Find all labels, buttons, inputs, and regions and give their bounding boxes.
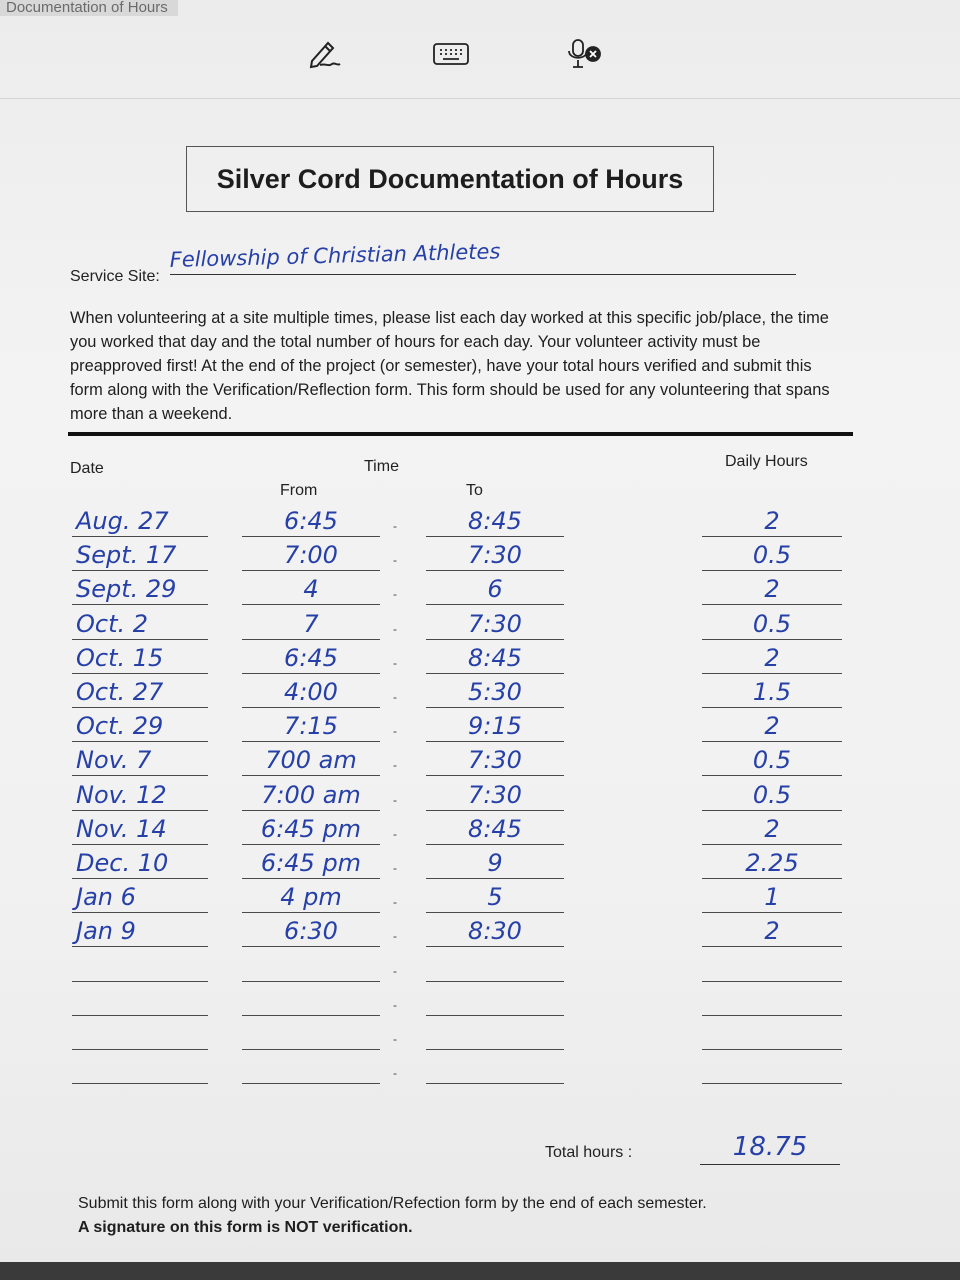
date-cell-value: Nov. 12 <box>76 780 167 809</box>
from-cell[interactable] <box>242 640 380 674</box>
keyboard-icon[interactable] <box>431 34 471 74</box>
from-cell[interactable] <box>242 811 380 845</box>
date-cell[interactable] <box>72 982 208 1016</box>
from-cell[interactable] <box>242 1050 380 1084</box>
table-row <box>0 948 960 982</box>
hours-cell[interactable] <box>702 503 842 537</box>
daily-hours-header: Daily Hours <box>725 453 808 470</box>
from-cell[interactable] <box>242 777 380 811</box>
to-cell-value: 5 <box>487 883 503 912</box>
date-cell-value: Jan 9 <box>76 917 136 946</box>
table-row <box>0 503 960 537</box>
footer-line-2 <box>78 1216 707 1240</box>
date-cell[interactable] <box>72 1016 208 1050</box>
hours-cell[interactable] <box>702 606 842 640</box>
to-cell-value: 8:45 <box>468 643 522 672</box>
time-range-dash: - <box>393 826 397 841</box>
time-range-dash: - <box>393 519 397 533</box>
from-header: From <box>280 482 318 499</box>
date-cell[interactable] <box>72 879 208 913</box>
hours-cell[interactable] <box>702 537 842 571</box>
time-range-dash: - <box>393 861 397 875</box>
hours-cell-value: 2 <box>764 643 780 672</box>
hours-cell[interactable] <box>702 777 842 811</box>
microphone-off-icon[interactable] <box>565 34 605 74</box>
from-cell-value: 4:00 <box>284 678 338 706</box>
from-cell-value: 7:00 <box>284 541 338 570</box>
time-range-dash: - <box>393 758 397 773</box>
date-cell[interactable] <box>72 948 208 982</box>
date-cell[interactable] <box>72 708 208 742</box>
total-hours-line <box>700 1164 840 1165</box>
service-site-value[interactable]: Fellowship of Christian Athletes <box>169 239 501 272</box>
hours-cell[interactable] <box>702 742 842 776</box>
from-cell[interactable] <box>242 879 380 913</box>
from-cell[interactable] <box>242 948 380 982</box>
to-cell[interactable] <box>426 1050 564 1084</box>
date-cell[interactable] <box>72 640 208 674</box>
date-cell[interactable] <box>72 845 208 879</box>
time-range-dash: - <box>393 1032 397 1046</box>
to-cell-value: 8:30 <box>468 917 522 946</box>
to-cell[interactable] <box>426 845 564 879</box>
from-cell[interactable] <box>242 503 380 537</box>
table-row <box>0 913 960 947</box>
hours-cell-value: 1 <box>764 883 780 912</box>
from-cell-value: 6:30 <box>284 917 338 946</box>
date-cell-value: Aug. 27 <box>76 507 169 535</box>
service-site-line <box>170 274 796 275</box>
to-cell[interactable] <box>426 777 564 811</box>
table-row <box>0 1050 960 1084</box>
hours-cell-value: 2 <box>764 814 780 843</box>
from-cell-value: 6:45 <box>284 507 338 535</box>
date-cell-value: Dec. 10 <box>76 849 169 877</box>
footer-note <box>78 1192 707 1240</box>
time-range-dash: - <box>393 553 397 568</box>
date-cell[interactable] <box>72 674 208 708</box>
service-site-label: Service Site: <box>70 268 160 285</box>
to-cell-value: 7:30 <box>468 746 522 775</box>
hours-cell-value: 0.5 <box>752 746 792 775</box>
hours-cell-value: 0.5 <box>752 541 792 570</box>
date-cell-value: Sept. 17 <box>76 541 177 570</box>
from-cell[interactable] <box>242 571 380 605</box>
toolbar <box>0 24 960 84</box>
table-row <box>0 742 960 776</box>
from-cell-value: 6:45 pm <box>260 814 362 843</box>
from-cell-value: 4 <box>303 575 319 604</box>
table-row <box>0 811 960 845</box>
date-cell[interactable] <box>72 1050 208 1084</box>
to-cell[interactable] <box>426 811 564 845</box>
to-cell[interactable] <box>426 537 564 571</box>
date-cell[interactable] <box>72 537 208 571</box>
hours-cell[interactable] <box>702 948 842 982</box>
date-cell-value: Oct. 27 <box>76 678 164 706</box>
from-cell[interactable] <box>242 1016 380 1050</box>
to-cell[interactable] <box>426 982 564 1016</box>
to-cell[interactable] <box>426 674 564 708</box>
time-range-dash: - <box>393 690 397 704</box>
form-title: Silver Cord Documentation of Hours <box>186 146 714 212</box>
date-cell[interactable] <box>72 503 208 537</box>
from-cell-value: 700 am <box>265 746 357 775</box>
hours-cell[interactable] <box>702 571 842 605</box>
table-row <box>0 879 960 913</box>
time-range-dash: - <box>393 655 397 670</box>
to-cell-value: 8:45 <box>468 814 522 843</box>
from-cell-value: 7:00 am <box>261 780 361 809</box>
from-cell[interactable] <box>242 674 380 708</box>
from-cell[interactable] <box>242 606 380 640</box>
date-cell[interactable] <box>72 606 208 640</box>
to-cell[interactable] <box>426 1016 564 1050</box>
table-row <box>0 674 960 708</box>
hours-cell[interactable] <box>702 913 842 947</box>
table-row <box>0 640 960 674</box>
hours-cell[interactable] <box>702 1050 842 1084</box>
to-cell[interactable] <box>426 503 564 537</box>
to-cell-value: 7:30 <box>468 609 522 638</box>
to-cell[interactable] <box>426 571 564 605</box>
from-cell[interactable] <box>242 708 380 742</box>
hours-cell[interactable] <box>702 811 842 845</box>
date-cell[interactable] <box>72 811 208 845</box>
hours-cell-value: 2.25 <box>745 849 799 877</box>
to-cell-value: 5:30 <box>468 678 522 706</box>
to-cell-value: 7:30 <box>468 780 522 809</box>
hours-cell-value: 2 <box>764 575 780 604</box>
time-range-dash: - <box>393 997 397 1012</box>
from-cell[interactable] <box>242 742 380 776</box>
time-header: Time <box>364 458 399 475</box>
date-cell[interactable] <box>72 742 208 776</box>
hours-cell[interactable] <box>702 640 842 674</box>
from-cell[interactable] <box>242 537 380 571</box>
to-cell-value: 8:45 <box>468 507 522 535</box>
from-cell[interactable] <box>242 913 380 947</box>
table-row <box>0 708 960 742</box>
time-range-dash: - <box>393 895 397 910</box>
from-cell[interactable] <box>242 982 380 1016</box>
hours-cell-value: 2 <box>764 507 780 535</box>
time-range-dash: - <box>393 792 397 807</box>
table-row <box>0 606 960 640</box>
instructions-text: When volunteering at a site multiple times, please list each day worked at this specific job/place, the time you worked that day and the total number of hours for each day. Your volunteer activity must be preapproved first! At the end of the project (or semester), have your total hours verified and submit this form along with the Verification/Reflection form. This form should be used for any volunteering that spans more than a weekend. <box>70 309 830 423</box>
hours-cell[interactable] <box>702 879 842 913</box>
to-cell-value: 7:30 <box>468 541 522 570</box>
to-header: To <box>466 482 483 499</box>
hours-cell[interactable] <box>702 845 842 879</box>
total-hours-label: Total hours : <box>545 1144 633 1161</box>
to-cell[interactable] <box>426 742 564 776</box>
date-cell-value: Nov. 14 <box>76 814 167 843</box>
hours-cell-value: 2 <box>764 917 780 946</box>
table-row <box>0 1016 960 1050</box>
to-cell[interactable] <box>426 948 564 982</box>
hours-cell[interactable] <box>702 708 842 742</box>
from-cell-value: 6:45 pm <box>260 849 362 877</box>
hours-cell[interactable] <box>702 982 842 1016</box>
to-cell[interactable] <box>426 708 564 742</box>
date-cell-value: Oct. 15 <box>76 643 164 672</box>
date-cell-value: Oct. 29 <box>76 712 164 741</box>
hours-cell-value: 2 <box>764 712 780 741</box>
table-row <box>0 537 960 571</box>
time-range-dash: - <box>393 1066 397 1081</box>
time-range-dash: - <box>393 929 397 944</box>
date-cell[interactable] <box>72 913 208 947</box>
table-row <box>0 982 960 1016</box>
to-cell[interactable] <box>426 640 564 674</box>
hours-cell-value: 0.5 <box>752 780 792 809</box>
to-cell-value: 9:15 <box>468 712 522 741</box>
from-cell-value: 6:45 <box>284 643 338 672</box>
to-cell-value: 6 <box>487 575 503 604</box>
to-cell[interactable] <box>426 913 564 947</box>
hours-cell-value: 0.5 <box>752 609 792 638</box>
date-cell-value: Oct. 2 <box>76 609 149 638</box>
time-range-dash: - <box>393 587 397 602</box>
hours-cell[interactable] <box>702 674 842 708</box>
table-row <box>0 777 960 811</box>
time-range-dash: - <box>393 724 397 739</box>
from-cell-value: 7:15 <box>284 712 338 741</box>
table-row <box>0 845 960 879</box>
hours-cell-value: 1.5 <box>752 678 792 706</box>
date-cell-value: Nov. 7 <box>76 746 152 775</box>
table-top-rule <box>68 432 853 436</box>
footer-line-1: Submit this form along with your Verification/Refection form by the end of each semester. <box>78 1195 707 1212</box>
from-cell-value: 4 pm <box>280 883 342 912</box>
date-cell-value: Jan 6 <box>76 883 136 912</box>
time-range-dash: - <box>393 963 397 978</box>
date-cell-value: Sept. 29 <box>76 575 177 604</box>
date-cell[interactable] <box>72 571 208 605</box>
date-header: Date <box>70 460 104 477</box>
hours-cell[interactable] <box>702 1016 842 1050</box>
footer-warning: A signature on this form is NOT verification. <box>78 1219 413 1236</box>
to-cell[interactable] <box>426 606 564 640</box>
date-cell[interactable] <box>72 777 208 811</box>
document-tab-title[interactable]: Documentation of Hours <box>0 0 178 16</box>
table-row <box>0 571 960 605</box>
to-cell[interactable] <box>426 879 564 913</box>
to-cell-value: 9 <box>487 849 503 877</box>
from-cell-value: 7 <box>303 609 319 638</box>
total-hours-value[interactable]: 18.75 <box>732 1132 808 1162</box>
from-cell[interactable] <box>242 845 380 879</box>
toolbar-divider <box>0 98 960 99</box>
time-range-dash: - <box>393 621 397 636</box>
pen-signature-icon[interactable] <box>305 34 345 74</box>
